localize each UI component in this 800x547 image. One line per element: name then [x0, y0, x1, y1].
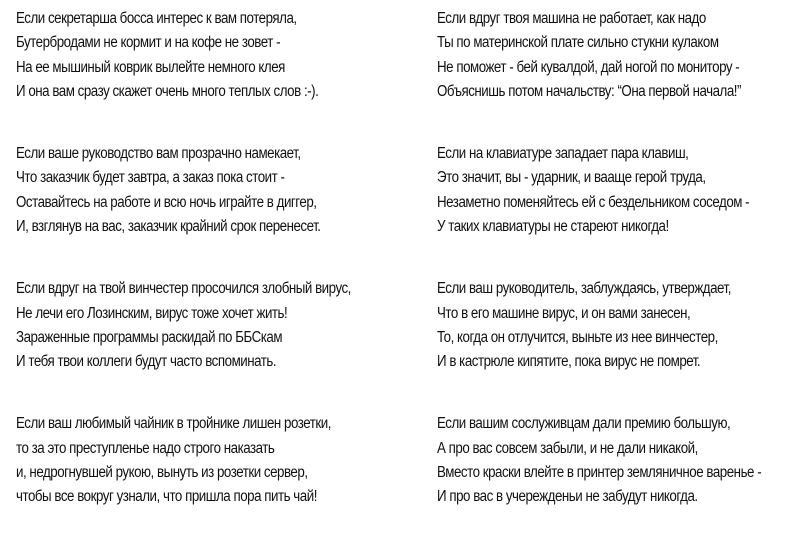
stanza: [437, 412, 797, 510]
poem-line: Это значит, вы - ударник, и вааще герой труда,: [437, 169, 706, 187]
poem-line: Если вдруг твоя машина не работает, как надо: [437, 10, 706, 27]
poem-line: Ты по материнской плате сильно стукни кулаком: [437, 34, 719, 52]
poem-line: Вместо краски влейте в принтер земляничное варенье -: [437, 463, 762, 481]
poem-line: Если ваш руководитель, заблуждаясь, утверждает,: [437, 280, 731, 298]
poem-line: И тебя твои коллеги будут часто вспоминать.: [16, 353, 277, 371]
stanza: [437, 7, 797, 105]
poem-line: то за это преступленье надо строго наказать: [16, 439, 275, 457]
poem-line: Оставайтесь на работе и всю ночь играйте в диггер,: [16, 193, 317, 211]
poem-line: Что в его машине вирус, и он вами занесен,: [437, 304, 691, 322]
poem-line: И, взглянув на вас, заказчик крайний срок перенесет.: [16, 218, 321, 236]
poem-line: И про вас в учережденьи не забудут никогда.: [437, 488, 698, 506]
left-column: [16, 7, 416, 547]
poem-line: Если на клавиатуре западает пара клавиш,: [437, 145, 689, 163]
stanza: [16, 277, 416, 375]
right-column: [437, 7, 797, 547]
poem-line: На ее мышиный коврик вылейте немного клея: [16, 58, 285, 76]
poem-line: Не лечи его Лозинским, вирус тоже хочет жить!: [16, 304, 288, 322]
poem-line: Зараженные программы раскидай по ББСкам: [16, 328, 283, 346]
poem-line: Объяснишь потом начальству: “Она первой начала!”: [437, 83, 741, 101]
poem-line: Если секретарша босса интерес к вам потеряла,: [16, 10, 297, 27]
poem-line: чтобы все вокруг узнали, что пришла пора пить чай!: [16, 488, 317, 506]
poem-line: Бутербродами не кормит и на кофе не зовет -: [16, 34, 281, 52]
stanza: [16, 412, 416, 510]
stanza: [437, 277, 797, 375]
poem-line: У таких клавиатуры не стареют никогда!: [437, 218, 669, 236]
poem-line: Что заказчик будет завтра, а заказ пока стоит -: [16, 169, 285, 187]
poem-line: Незаметно поменяйтесь ей с бездельником соседом -: [437, 193, 750, 211]
stanza: [16, 142, 416, 240]
poem-line: То, когда он отлучится, выньте из нее винчестер,: [437, 328, 718, 346]
poem-line: Если вашим сослуживцам дали премию большую,: [437, 415, 731, 433]
poem-line: Если ваш любимый чайник в тройнике лишен розетки,: [16, 415, 331, 433]
stanza: [16, 7, 416, 105]
poem-line: и, недрогнувшей рукою, вынуть из розетки сервер,: [16, 463, 308, 481]
poem-line: Не поможет - бей кувалдой, дай ногой по монитору -: [437, 58, 740, 76]
stanza: [437, 142, 797, 240]
poem-line: А про вас совсем забыли, и не дали никакой,: [437, 439, 698, 457]
poem-line: Если вдруг на твой винчестер просочился злобный вирус,: [16, 280, 351, 298]
poem-line: Если ваше руководство вам прозрачно намекает,: [16, 145, 301, 163]
poem-line: И в кастрюле кипятите, пока вирус не помрет.: [437, 353, 701, 371]
poem-line: И она вам сразу скажет очень много теплых слов :-).: [16, 83, 319, 101]
